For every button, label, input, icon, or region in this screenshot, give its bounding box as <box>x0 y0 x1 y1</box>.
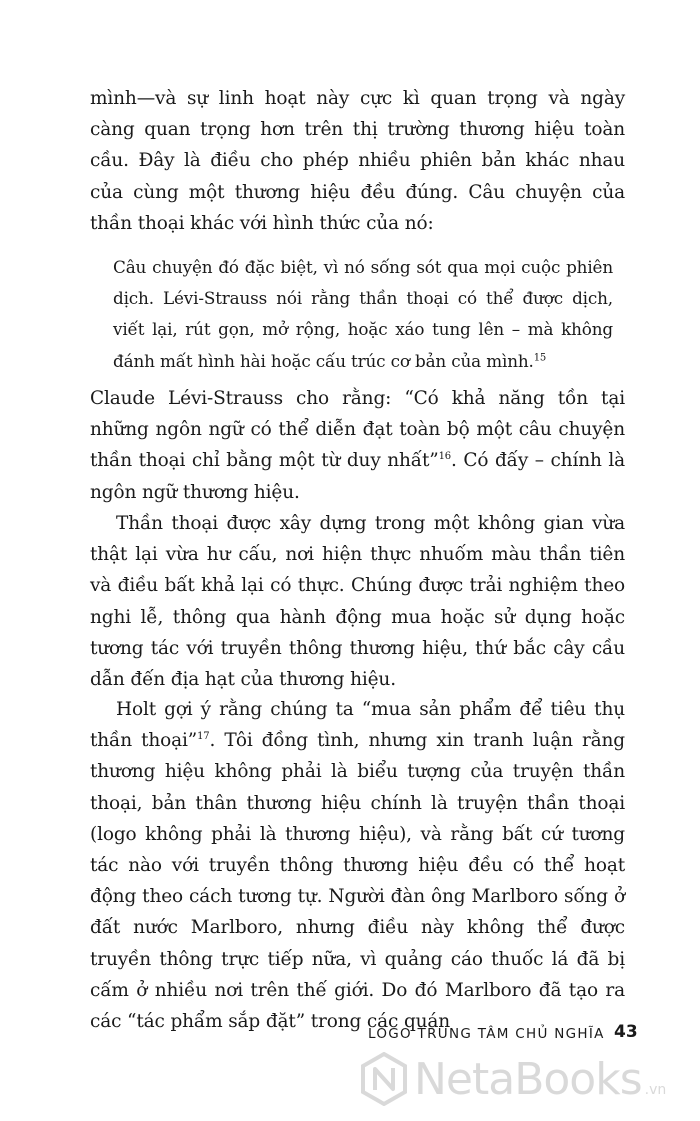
paragraph-2-part-2: . Có đấy – chính là ngôn ngữ thương hiệu. <box>90 450 626 503</box>
netabooks-logo-icon <box>360 1052 408 1106</box>
paragraph-4 <box>90 694 625 1037</box>
paragraph-4-part-1: Holt gợi ý rằng chúng ta “mua sản phẩm để tiêu thụ thần thoại” <box>90 699 625 752</box>
paragraph-2-part-1: Claude Lévi-Strauss cho rằng: “Có khả năng tồn tại những ngôn ngữ có thể diễn đạt toàn bộ một câu chuyện thần thoại chỉ bằng một từ duy nhất” <box>90 388 625 472</box>
block-quote <box>113 252 613 377</box>
paragraph-3 <box>90 508 625 695</box>
watermark-brand: NetaBooks <box>414 1053 642 1105</box>
footnote-ref-15: 15 <box>533 352 547 364</box>
page-number: 43 <box>614 1022 638 1042</box>
paragraph-1-text: mình—và sự linh hoạt này cực kì quan trọng và ngày càng quan trọng hơn trên thị trường thương hiệu toàn cầu. Đây là điều cho phép nhiều phiên bản khác nhau của cùng một thương hiệu đều đúng. Câu chuyện của thần thoại khác với hình thức của nó: <box>90 88 625 234</box>
paragraph-3-text: Thần thoại được xây dựng trong một không gian vừa thật lại vừa hư cấu, nơi hiện thực nhuốm màu thần tiên và điều bất khả lại có thực. Chúng được trải nghiệm theo nghi lễ, thông qua hành động mua hoặc sử dụng hoặc tương tác với truyền thông thương hiệu, thứ bắc cây cầu dẫn đến địa hạt của thương hiệu. <box>90 513 625 691</box>
paragraph-2 <box>90 383 625 508</box>
footnote-ref-17: 17 <box>197 731 210 743</box>
paragraph-4-part-2: . Tôi đồng tình, nhưng xin tranh luận rằng thương hiệu không phải là biểu tượng của truyện thần thoại, bản thân thương hiệu chính là truyện thần thoại (logo không phải là thương hiệu), và rằng bất cứ tương tác nào với truyền thông thương hiệu đều có thể hoạt động theo cách tương tự. Người đàn ông Marlboro sống ở đất nước Marlboro, nhưng điều này không thể được truyền thông trực tiếp nữa, vì quảng cáo thuốc lá đã bị cấm ở nhiều nơi trên thế giới. Do đó Marlboro đã tạo ra các “tác phẩm sắp đặt” trong các quán <box>90 730 625 1033</box>
watermark-suffix: .vn <box>644 1082 667 1098</box>
footnote-ref-16: 16 <box>438 451 451 463</box>
block-quote-body: Câu chuyện đó đặc biệt, vì nó sống sót qua mọi cuộc phiên dịch. Lévi-Strauss nói rằng thần thoại có thể được dịch, viết lại, rút gọn, mở rộng, hoặc xáo tung lên – mà không đánh mất hình hài hoặc cấu trúc cơ bản của mình. <box>113 257 613 371</box>
block-quote-text <box>113 252 613 377</box>
paragraph-4-text <box>90 694 625 1037</box>
running-footer-title: LOGO TRUNG TÂM CHỦ NGHĨA <box>368 1026 605 1042</box>
paragraph-1 <box>90 83 625 239</box>
paragraph-2-text <box>90 383 625 508</box>
watermark <box>360 1052 666 1106</box>
